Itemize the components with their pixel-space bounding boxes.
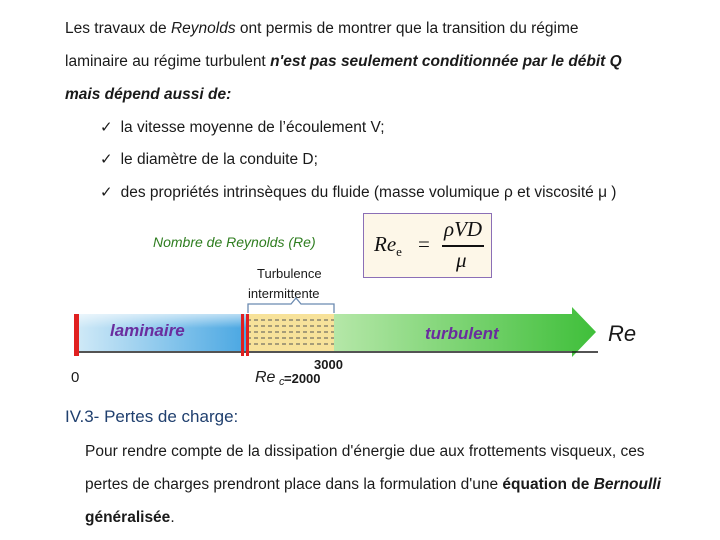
zero-marker <box>74 314 79 356</box>
section-title: IV.3- Pertes de charge: <box>65 407 239 426</box>
formula-equals: = <box>418 232 430 256</box>
rec-value: =2000 <box>284 371 321 386</box>
section-line-3 <box>85 509 175 527</box>
reynolds-name: Reynolds <box>170 20 236 37</box>
reynolds-number-label: Nombre de Reynolds (Re) <box>153 234 316 250</box>
formula-re: Re <box>374 232 397 256</box>
re-axis-label: Re <box>608 321 637 346</box>
turbulence-label-line2: intermittente <box>248 286 320 301</box>
section-emphasis: équation de <box>502 476 594 493</box>
formula-denominator: μ <box>456 248 467 272</box>
checkmark-icon: ✓ <box>100 150 113 168</box>
bullet-text: le diamètre de la conduite D; <box>120 151 318 168</box>
rec-marker <box>241 314 244 356</box>
zero-label: 0 <box>71 369 80 386</box>
section-emphasis: généralisée <box>85 509 171 526</box>
bullet-text: des propriétés intrinsèques du fluide (masse volumique ρ et viscosité μ ) <box>120 184 617 201</box>
intro-text: laminaire au régime turbulent <box>65 53 271 70</box>
rec-marker <box>246 314 249 356</box>
laminaire-label: laminaire <box>110 321 185 340</box>
rec-label: Re <box>255 369 276 386</box>
brace-icon <box>248 298 334 313</box>
checkmark-icon: ✓ <box>100 183 113 201</box>
bernoulli-name: Bernoulli <box>593 476 661 493</box>
formula-numerator: ρVD <box>444 217 483 241</box>
section-line-2 <box>85 476 661 494</box>
section-text: . <box>170 509 175 526</box>
bullet-text: la vitesse moyenne de l’écoulement V; <box>120 119 385 136</box>
intro-emphasis: n'est pas seulement conditionnée par le débit Q <box>270 53 622 70</box>
intro-text: Les travaux de <box>65 20 171 37</box>
rec-subscript: c <box>279 376 285 388</box>
section-line-1: Pour rendre compte de la dissipation d'énergie due aux frottements visqueux, ces <box>85 443 645 460</box>
turbulent-label: turbulent <box>425 324 499 343</box>
intro-line-3: mais dépend aussi de: <box>65 86 232 103</box>
section-text: pertes de charges prendront place dans la formulation d'une <box>85 476 503 493</box>
turbulence-label-line1: Turbulence <box>257 266 322 281</box>
intro-text: ont permis de montrer que la transition du régime <box>235 20 579 37</box>
checkmark-icon: ✓ <box>100 118 113 136</box>
upper-value: 3000 <box>314 357 343 372</box>
formula-subscript: e <box>396 244 402 260</box>
